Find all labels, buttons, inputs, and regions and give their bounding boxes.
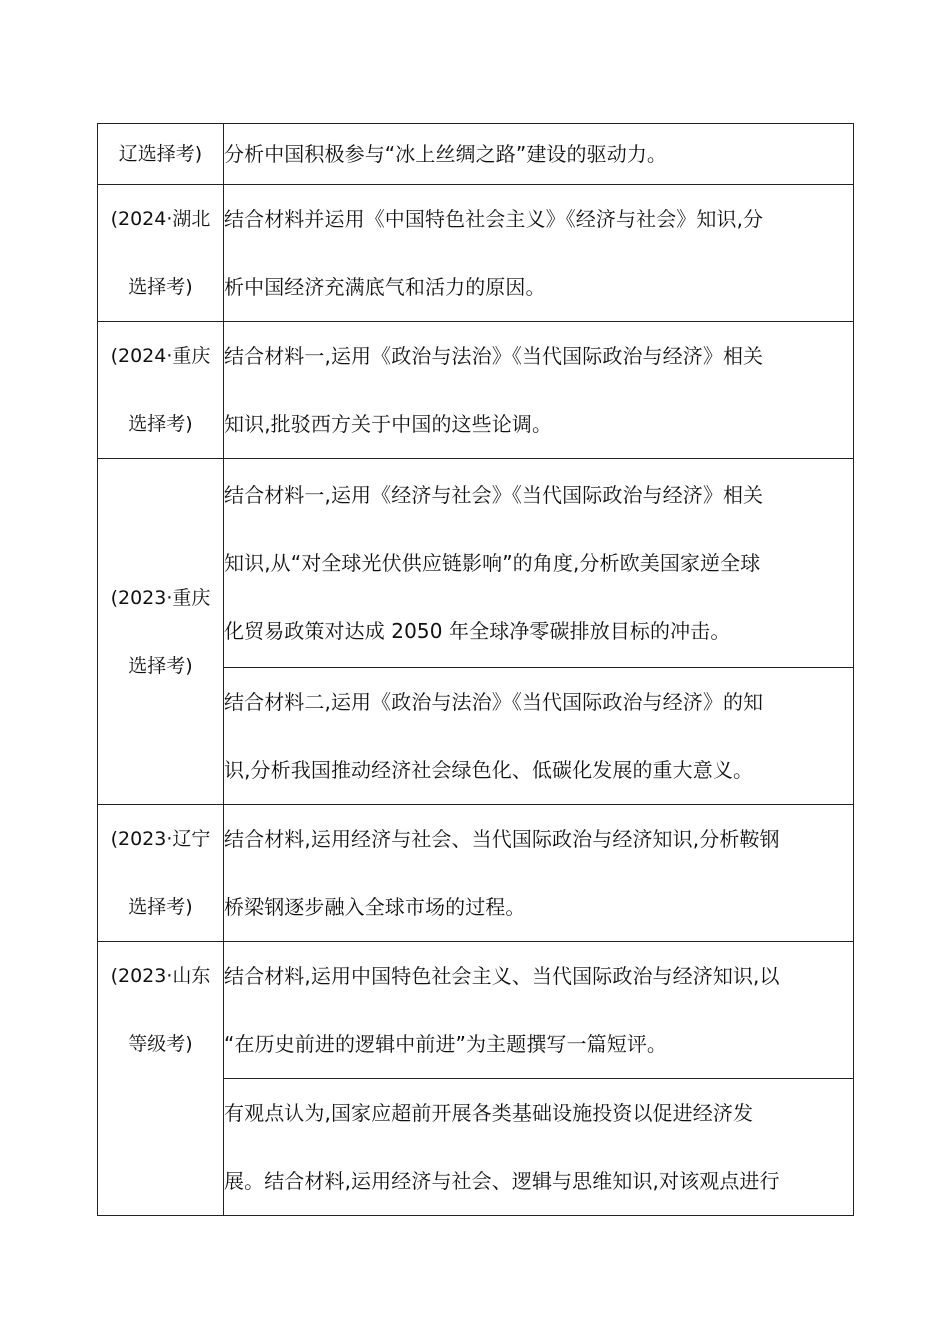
source-line: 辽选择考): [118, 143, 203, 165]
question-line: 析中国经济充满底气和活力的原因。: [224, 275, 546, 299]
question-cell: [224, 942, 854, 1079]
question-line: 展。结合材料,运用经济与社会、逻辑与思维知识,对该观点进行: [224, 1169, 780, 1193]
source-line: (2024·湖北: [110, 208, 211, 230]
source-line: (2023·辽宁: [110, 828, 211, 850]
question-cell: [224, 668, 854, 805]
table-row: [98, 805, 854, 942]
question-cell: [224, 185, 854, 322]
question-line: 知识,从“对全球光伏供应链影响”的角度,分析欧美国家逆全球: [224, 551, 761, 575]
question-cell: [224, 124, 854, 185]
source-cell: [98, 942, 224, 1216]
question-cell: [224, 805, 854, 942]
source-line: 选择考): [128, 276, 193, 298]
source-line: 等级考): [128, 1033, 193, 1055]
source-line: (2023·重庆: [110, 586, 211, 609]
question-line: 化贸易政策对达成 2050 年全球净零碳排放目标的冲击。: [224, 619, 731, 643]
table-row: [98, 942, 854, 1079]
question-line: “在历史前进的逻辑中前进”为主题撰写一篇短评。: [224, 1032, 668, 1056]
question-line: 结合材料,运用中国特色社会主义、当代国际政治与经济知识,以: [224, 964, 780, 988]
question-cell: [224, 459, 854, 668]
source-cell: [98, 185, 224, 322]
question-line: 桥梁钢逐步融入全球市场的过程。: [224, 895, 526, 919]
question-line: 结合材料,运用经济与社会、当代国际政治与经济知识,分析鞍钢: [224, 827, 780, 851]
source-cell: [98, 459, 224, 805]
table-row: [98, 322, 854, 459]
source-line: (2024·重庆: [110, 345, 211, 367]
source-cell: [98, 322, 224, 459]
source-cell: [98, 124, 224, 185]
question-line: 分析中国积极参与“冰上丝绸之路”建设的驱动力。: [224, 142, 668, 166]
exam-question-table: [97, 123, 854, 1216]
table-row: [98, 459, 854, 668]
question-line: 有观点认为,国家应超前开展各类基础设施投资以促进经济发: [224, 1101, 754, 1125]
source-line: (2023·山东: [110, 965, 211, 987]
question-cell: [224, 322, 854, 459]
table-row: [98, 124, 854, 185]
question-line: 知识,批驳西方关于中国的这些论调。: [224, 412, 553, 436]
source-cell: [98, 805, 224, 942]
question-line: 结合材料并运用《中国特色社会主义》《经济与社会》知识,分: [224, 207, 764, 231]
source-line: 选择考): [128, 654, 193, 677]
source-line: 选择考): [128, 413, 193, 435]
question-line: 结合材料一,运用《经济与社会》《当代国际政治与经济》相关: [224, 483, 764, 507]
source-line: 选择考): [128, 896, 193, 918]
question-cell: [224, 1079, 854, 1216]
question-line: 结合材料二,运用《政治与法治》《当代国际政治与经济》的知: [224, 690, 764, 714]
question-line: 结合材料一,运用《政治与法治》《当代国际政治与经济》相关: [224, 344, 764, 368]
question-line: 识,分析我国推动经济社会绿色化、低碳化发展的重大意义。: [224, 758, 754, 782]
table-row: [98, 185, 854, 322]
